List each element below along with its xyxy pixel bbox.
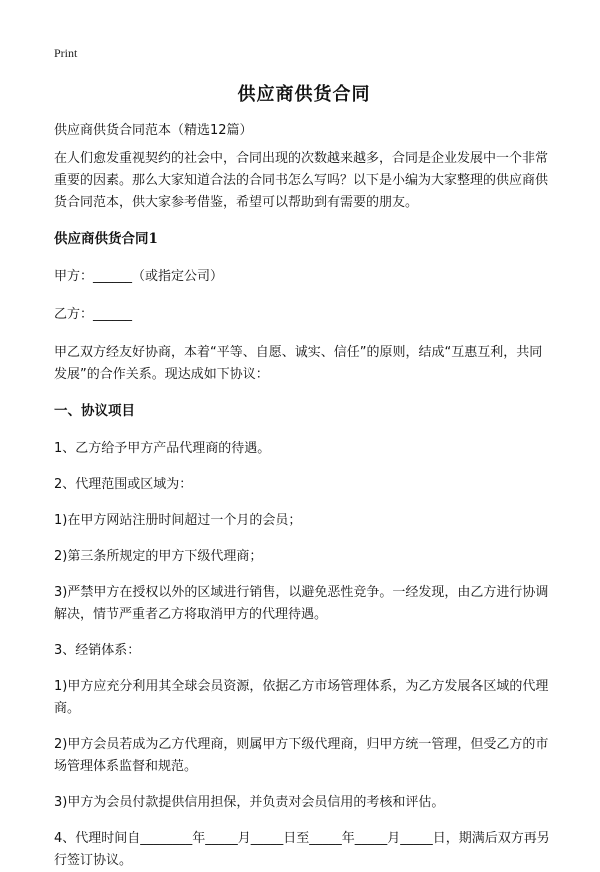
clause-3-3: 3)甲方为会员付款提供信用担保，并负责对会员信用的考核和评估。: [54, 795, 445, 810]
clause-3-2: 2)甲方会员若成为乙方代理商，则属甲方下级代理商，归甲方统一管理，但受乙方的市场管理体系监督和规范。: [54, 737, 549, 774]
agreement-paragraph: 甲乙双方经友好协商，本着“平等、自愿、诚实、信任”的原则，结成“互惠互利，共同发展”的合作关系。现达成如下协议：: [54, 345, 543, 382]
heading-agreement-items: 一、协议项目: [54, 403, 135, 419]
party-b-line: 乙方：______: [54, 307, 133, 322]
clause-1: 1、乙方给予甲方产品代理商的待遇。: [54, 441, 271, 456]
clause-2-3: 3)严禁甲方在授权以外的区域进行销售，以避免恶性竞争。一经发现，由乙方进行协调解决，情节严重者乙方将取消甲方的代理待遇。: [54, 585, 549, 622]
section-title: 供应商供货合同1: [54, 231, 158, 247]
party-a-line: 甲方：______（或指定公司）: [54, 269, 224, 284]
clause-3-1: 1)甲方应充分利用其全球会员资源，依据乙方市场管理体系，为乙方发展各区域的代理商。: [54, 679, 549, 716]
document-subtitle: 供应商供货合同范本（精选12篇）: [54, 123, 253, 138]
intro-paragraph: 在人们愈发重视契约的社会中，合同出现的次数越来越多，合同是企业发展中一个非常重要的因素。那么大家知道合法的合同书怎么写吗？以下是小编为大家整理的供应商供货合同范本，供大家参考借鉴，希望可以帮助到有需要的朋友。: [54, 151, 549, 210]
clause-2-1: 1)在甲方网站注册时间超过一个月的会员；: [54, 513, 302, 528]
clause-2-2: 2)第三条所规定的甲方下级代理商；: [54, 549, 263, 564]
document-title: 供应商供货合同: [237, 84, 371, 105]
clause-3: 3、经销体系：: [54, 643, 141, 658]
clause-4: 4、代理时间自________年_____月_____日至_____年_____月_____日，期满后双方再另行签订协议。: [54, 831, 550, 868]
clause-2: 2、代理范围或区域为：: [54, 477, 193, 492]
print-label: Print: [54, 46, 78, 60]
document-page: [54, 80, 554, 872]
